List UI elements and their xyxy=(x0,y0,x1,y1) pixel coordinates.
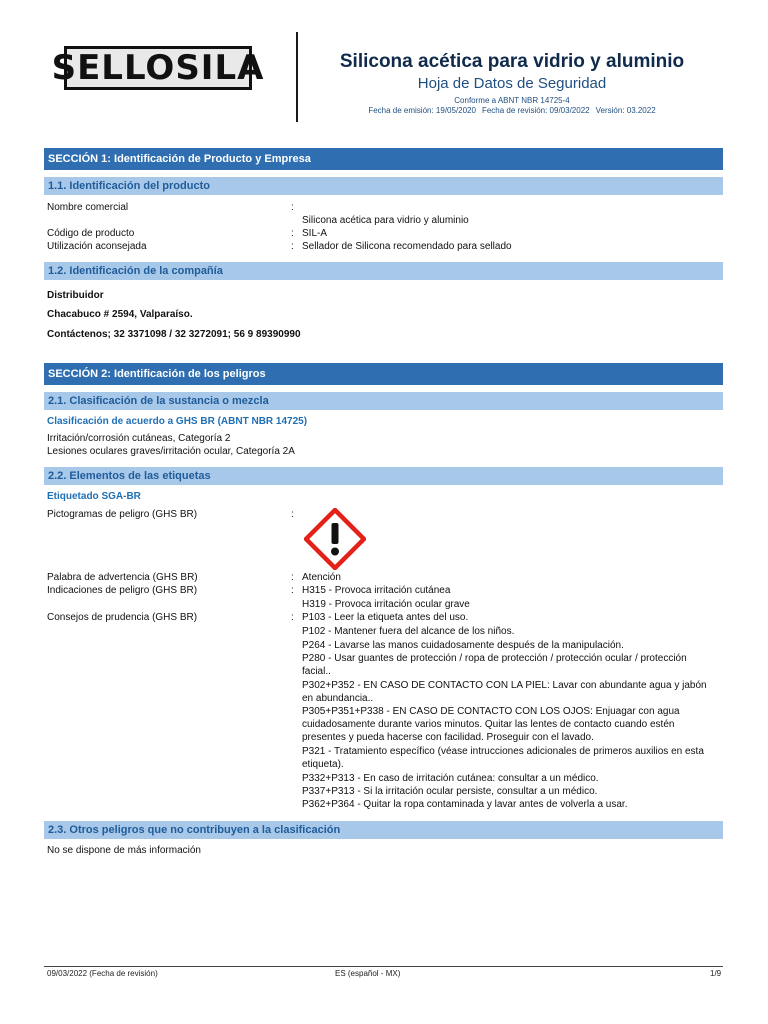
labelling-heading: Etiquetado SGA-BR xyxy=(47,491,141,502)
signal-word-label: Palabra de advertencia (GHS BR) xyxy=(47,572,198,583)
colon: : xyxy=(291,612,294,623)
precaution-line: P321 - Tratamiento específico (véase intrucciones adicionales de primeros auxilios en esta xyxy=(302,746,704,757)
document-title: Silicona acética para vidrio y aluminio xyxy=(339,51,685,72)
subsection-2-1-header: 2.1. Clasificación de la sustancia o mezcla xyxy=(44,392,723,410)
precaution-line: P103 - Leer la etiqueta antes del uso. xyxy=(302,612,469,623)
precaution-line: P264 - Lavarse las manos cuidadosamente después de la manipulación. xyxy=(302,640,624,651)
footer-revision: 09/03/2022 (Fecha de revisión) xyxy=(47,969,158,978)
precaution-label: Consejos de prudencia (GHS BR) xyxy=(47,612,198,623)
trade-name-label: Nombre comercial xyxy=(47,202,129,213)
product-code-value: SIL-A xyxy=(302,228,328,239)
conformity-note: Conforme a ABNT NBR 14725-4 xyxy=(454,96,570,105)
precaution-line: P280 - Usar guantes de protección / ropa de protección / protección ocular / protección xyxy=(302,653,687,664)
classification-heading: Clasificación de acuerdo a GHS BR (ABNT NBR 14725) xyxy=(47,416,308,427)
precaution-line: cuidadosamente durante varios minutos. Quitar las lentes de contacto cuando estén xyxy=(302,719,675,730)
classification-line: Irritación/corrosión cutáneas, Categoría 2 xyxy=(47,433,231,444)
subsection-2-3-header: 2.3. Otros peligros que no contribuyen a la clasificación xyxy=(44,821,723,839)
precaution-line: presentes y pueda hacerse con facilidad. Proseguir con el lavado. xyxy=(302,732,594,743)
section-2-header: SECCIÓN 2: Identificación de los peligros xyxy=(44,363,723,385)
hazard-statements-label: Indicaciones de peligro (GHS BR) xyxy=(47,585,198,596)
colon: : xyxy=(291,509,294,520)
company-address: Chacabuco # 2594, Valparaíso. xyxy=(47,309,193,320)
colon: : xyxy=(291,241,294,252)
colon: : xyxy=(291,228,294,239)
precaution-line: facial.. xyxy=(302,666,331,677)
section-1-header: SECCIÓN 1: Identificación de Producto y Empresa xyxy=(44,148,723,170)
footer-language: ES (español - MX) xyxy=(335,969,401,978)
precaution-line: P362+P364 - Quitar la ropa contaminada y lavar antes de volverla a usar. xyxy=(302,799,628,810)
revision-date: Fecha de revisión: 09/03/2022 xyxy=(481,106,590,115)
precaution-line: P305+P351+P338 - EN CASO DE CONTACTO CON LOS OJOS: Enjuagar con agua xyxy=(302,706,680,717)
signal-word-value: Atención xyxy=(302,572,341,583)
hazard-statement: H315 - Provoca irritación cutánea xyxy=(302,585,451,596)
hazard-statement: H319 - Provoca irritación ocular grave xyxy=(302,599,470,610)
recommended-use-label: Utilización aconsejada xyxy=(47,241,147,252)
document-dates xyxy=(298,106,726,115)
subsection-2-2-header: 2.2. Elementos de las etiquetas xyxy=(44,467,723,485)
footer-divider xyxy=(44,966,723,967)
precaution-line: P332+P313 - En caso de irritación cutánea: consultar a un médico. xyxy=(302,773,599,784)
colon: : xyxy=(291,585,294,596)
document-subtitle: Hoja de Datos de Seguridad xyxy=(417,75,607,92)
product-code-label: Código de producto xyxy=(47,228,135,239)
recommended-use-value: Sellador de Silicona recomendado para sellado xyxy=(302,241,512,252)
precaution-line: en abundancia.. xyxy=(302,693,374,704)
version: Versión: 03.2022 xyxy=(595,106,656,115)
precaution-line: P302+P352 - EN CASO DE CONTACTO CON LA PIEL: Lavar con abundante agua y jabón xyxy=(302,680,707,691)
footer-page-number: 1/9 xyxy=(710,969,722,978)
ghs-exclamation-mark-icon xyxy=(304,508,366,570)
issue-date: Fecha de emisión: 19/05/2020 xyxy=(368,106,476,115)
precaution-line: etiqueta). xyxy=(302,759,344,770)
pictograms-label: Pictogramas de peligro (GHS BR) xyxy=(47,509,198,520)
subsection-1-2-header: 1.2. Identificación de la compañía xyxy=(44,262,723,280)
precaution-line: P337+P313 - Si la irritación ocular persiste, consultar a un médico. xyxy=(302,786,598,797)
company-logo xyxy=(51,46,265,90)
subsection-1-1-header: 1.1. Identificación del producto xyxy=(44,177,723,195)
distributor-label: Distribuidor xyxy=(47,290,104,301)
precaution-line: P102 - Mantener fuera del alcance de los niños. xyxy=(302,626,515,637)
trade-name-value: Silicona acética para vidrio y aluminio xyxy=(302,215,469,226)
other-hazards-text: No se dispone de más información xyxy=(47,845,201,856)
colon: : xyxy=(291,572,294,583)
company-contact: Contáctenos; 32 3371098 / 32 3272091; 56 9 89390990 xyxy=(47,329,301,340)
classification-line: Lesiones oculares graves/irritación ocular, Categoría 2A xyxy=(47,446,295,457)
logo-text: SELLOSILA xyxy=(51,48,265,88)
colon: : xyxy=(291,202,294,213)
